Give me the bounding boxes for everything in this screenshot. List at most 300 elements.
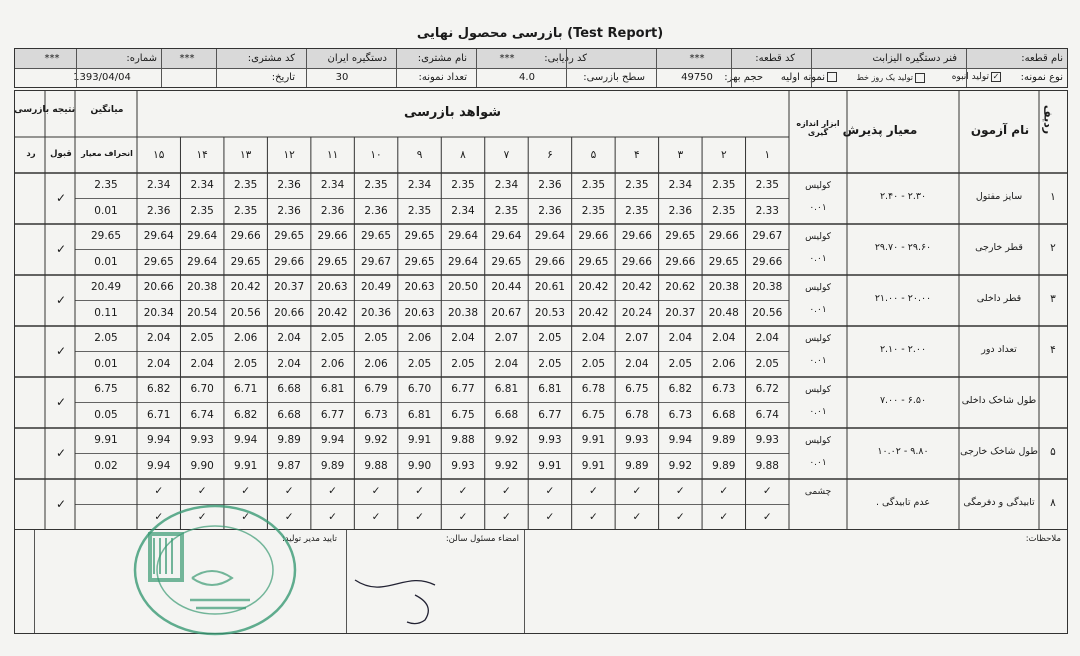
measurement-value: 20.42: [317, 306, 348, 319]
measurement-value: 20.66: [143, 281, 174, 293]
measurement-value: 29.66: [230, 230, 261, 242]
option-mass-production[interactable]: [923, 68, 1003, 87]
customer-code-value: ***: [179, 53, 195, 64]
check-mark: ✓: [545, 485, 555, 497]
measurement-value: 9.93: [625, 434, 649, 446]
measurement-value: 2.34: [147, 179, 171, 191]
measurement-value: 9.93: [755, 434, 779, 446]
check-mark: ✓: [719, 485, 729, 497]
measurement-value: 20.42: [578, 306, 609, 319]
measurement-value: 9.94: [668, 434, 693, 446]
measurement-value: 2.04: [668, 332, 693, 344]
divider: [476, 49, 477, 87]
std-dev-value: 0.05: [94, 408, 118, 421]
check-mark: ✓: [328, 510, 337, 523]
acceptance-criteria: ۶.۵۰ - ۷.۰۰: [879, 395, 927, 406]
measurement-value: 9.91: [233, 459, 258, 472]
check-mark: ✓: [197, 510, 207, 523]
measurement-value: 29.66: [534, 255, 565, 268]
average-value: 2.05: [94, 332, 118, 344]
measurement-value: 2.35: [233, 204, 258, 217]
col-accept: قبول: [50, 149, 72, 159]
header-row-1: [15, 49, 1067, 69]
row-number: ۸: [1050, 497, 1056, 509]
test-name: قطر خارجی: [975, 242, 1023, 253]
check-mark: ✓: [328, 485, 337, 497]
measurement-value: 6.77: [320, 408, 345, 421]
approval-label: تایید مدیر تولید:: [281, 534, 337, 544]
sample-number-heading: ۳: [677, 149, 684, 161]
tracking-code-value: ***: [499, 53, 515, 64]
measurement-value: 9.87: [277, 459, 301, 472]
measurement-value: 2.05: [755, 357, 779, 370]
measurement-value: 29.64: [143, 230, 174, 242]
measurement-value: 6.74: [190, 408, 214, 421]
measurement-value: 20.44: [491, 281, 522, 293]
measurement-value: 20.66: [274, 306, 305, 319]
measurement-value: 9.94: [147, 434, 171, 446]
check-mark: ✓: [371, 485, 381, 497]
measurement-value: 29.65: [708, 255, 739, 268]
measurement-value: 20.63: [317, 281, 348, 293]
measurement-value: 9.91: [581, 434, 606, 446]
measurement-value: 9.88: [451, 434, 475, 446]
measurement-value: 29.65: [404, 230, 435, 242]
part-code-label: کد قطعه:: [755, 53, 795, 64]
col-row-no: ردیف: [1041, 104, 1055, 135]
check-mark: ✓: [545, 510, 555, 523]
check-mark: ✓: [762, 510, 772, 523]
measurement-value: 20.62: [665, 281, 696, 293]
sample-number-heading: ۱: [764, 149, 771, 161]
measurement-value: 29.64: [187, 230, 218, 242]
lot-size-value: 49750: [681, 72, 713, 83]
measurement-value: 6.82: [147, 383, 171, 395]
measurement-value: 9.93: [451, 459, 475, 472]
measurement-value: 9.91: [407, 434, 432, 446]
std-dev-value: 0.01: [94, 204, 118, 217]
measurement-value: 2.04: [190, 357, 214, 370]
acceptance-criteria: ۲۰.۰۰ - ۲۱.۰۰: [874, 293, 932, 304]
report-header: [14, 48, 1068, 88]
measurement-value: 29.65: [404, 255, 435, 268]
measurement-value: 6.74: [755, 408, 779, 421]
measurement-value: 20.38: [447, 306, 479, 319]
measurement-value: 9.91: [581, 459, 606, 472]
measurement-value: 6.81: [320, 383, 345, 395]
measurement-value: 20.56: [752, 306, 783, 319]
measurement-value: 2.04: [277, 332, 301, 344]
divider: [966, 49, 967, 87]
measurement-value: 20.37: [274, 281, 305, 293]
col-test-name: نام آزمون: [970, 123, 1030, 137]
customer-name-value: دستگیره ایران: [327, 53, 387, 64]
test-name: طول شاخک داخلی: [961, 395, 1037, 406]
measurement-value: 9.94: [233, 434, 258, 446]
sample-number-heading: ۱۳: [240, 149, 252, 161]
check-mark: ✓: [458, 510, 468, 523]
measurement-value: 29.64: [491, 230, 522, 242]
divider: [656, 49, 657, 87]
sample-number-heading: ۴: [634, 149, 640, 161]
measurement-value: 29.65: [274, 230, 305, 242]
check-mark: ✓: [284, 485, 294, 497]
measurement-value: 20.67: [491, 306, 522, 319]
measurement-value: 2.05: [451, 357, 475, 370]
measurement-value: 29.64: [447, 255, 479, 268]
measurement-value: 20.37: [665, 306, 696, 319]
measurement-value: 9.91: [538, 459, 562, 472]
measurement-value: 9.92: [494, 434, 519, 446]
lot-size-label: حجم بهر:: [724, 72, 763, 83]
divider: [811, 49, 812, 87]
notes-label: ملاحظات:: [1025, 534, 1061, 544]
measurement-value: 29.66: [621, 230, 652, 242]
measurement-value: 29.65: [143, 255, 174, 268]
measurement-value: 6.68: [277, 383, 301, 395]
measurement-value: 2.04: [755, 332, 779, 344]
check-mark: ✓: [502, 485, 511, 497]
measurement-value: 29.66: [317, 230, 348, 242]
measurement-value: 9.89: [712, 459, 736, 472]
measurement-value: 2.05: [407, 357, 432, 370]
measurement-value: 2.35: [407, 204, 432, 217]
check-mark: ✓: [371, 510, 381, 523]
part-name-label: نام قطعه:: [1021, 53, 1063, 64]
measurement-value: 2.35: [581, 204, 606, 217]
measurement-value: 20.53: [534, 306, 565, 319]
measurement-value: 6.73: [364, 408, 388, 421]
measurement-value: 2.04: [451, 332, 475, 344]
measurement-value: 9.94: [147, 459, 171, 472]
signature-mark: [345, 550, 485, 630]
check-mark: ✓: [197, 485, 207, 497]
measurement-value: 2.05: [320, 332, 345, 344]
check-mark: ✓: [632, 485, 642, 497]
test-name: سایز مفتول: [975, 191, 1023, 202]
row-number: ۳: [1050, 293, 1056, 305]
measurement-value: 2.05: [538, 332, 562, 344]
divider: [566, 49, 567, 87]
checkbox-checked[interactable]: ✓: [992, 71, 1000, 81]
col-average: میانگین: [90, 105, 124, 115]
divider: [216, 49, 217, 87]
measurement-value: 2.34: [407, 179, 432, 191]
sample-number-heading: ۲: [720, 149, 727, 161]
measurement-value: 20.50: [447, 281, 479, 293]
measurement-value: 20.42: [621, 281, 652, 293]
measurement-value: 2.35: [625, 204, 649, 217]
accept-check-mark: ✓: [55, 497, 67, 511]
measurement-value: 2.05: [581, 357, 606, 370]
measurement-value: 9.89: [320, 459, 345, 472]
sample-number-heading: ۱۰: [370, 149, 382, 161]
measurement-value: 2.04: [494, 357, 519, 370]
measurement-value: 2.36: [277, 204, 301, 217]
check-mark: ✓: [675, 485, 685, 497]
measuring-tool: کولیس: [805, 436, 831, 446]
measurement-value: 2.34: [190, 179, 214, 191]
average-value: 29.65: [90, 230, 122, 242]
acceptance-criteria: ۹.۸۰ - ۱۰.۰۲: [877, 446, 929, 457]
measurement-value: 9.90: [190, 459, 214, 472]
inspection-table: [14, 90, 1068, 530]
col-acceptance: معیار پذیرش: [842, 123, 918, 137]
test-name: طول شاخک خارجی: [960, 446, 1038, 457]
tool-resolution: ۰.۰۱: [809, 458, 827, 468]
measurement-value: 6.73: [668, 408, 693, 421]
measurement-value: 6.68: [712, 408, 736, 421]
measurement-value: 20.54: [187, 306, 218, 319]
measurement-value: 9.88: [364, 459, 388, 472]
measurement-value: 2.04: [147, 332, 171, 344]
measurement-value: 2.06: [712, 357, 736, 370]
divider: [396, 49, 397, 87]
company-stamp-seal: [130, 500, 300, 640]
average-value: 2.35: [94, 179, 118, 191]
measurement-value: 2.35: [581, 179, 606, 191]
option-daily-production[interactable]: [855, 68, 927, 87]
inspection-level-label: سطح بازرسی:: [583, 72, 645, 83]
measurement-value: 2.36: [668, 204, 693, 217]
accept-check-mark: ✓: [55, 242, 67, 256]
measurement-value: 29.65: [665, 230, 696, 242]
row-number: ۲: [1050, 242, 1056, 254]
header-row-2: [15, 68, 1067, 87]
measurement-value: 2.04: [581, 332, 606, 344]
measurement-value: 2.06: [233, 332, 258, 344]
page-title: بازرسی محصول نهایی (Test Report): [416, 26, 664, 41]
measurement-value: 2.35: [364, 179, 388, 191]
measurement-value: 2.07: [494, 332, 519, 344]
accept-check-mark: ✓: [55, 293, 67, 307]
std-dev-value: 0.02: [94, 459, 118, 472]
measurement-value: 6.82: [668, 383, 693, 395]
sample-number-heading: ۱۲: [283, 149, 295, 161]
measurement-value: 29.64: [447, 230, 479, 242]
number-value: ***: [44, 53, 60, 64]
check-mark: ✓: [415, 510, 424, 523]
part-code-value: ***: [689, 53, 705, 64]
measurement-value: 6.73: [712, 383, 736, 395]
checkbox-unchecked[interactable]: [915, 73, 925, 83]
measurement-value: 6.72: [755, 383, 779, 395]
sample-number-heading: ۹: [416, 149, 423, 161]
measurement-value: 29.66: [665, 255, 696, 268]
measurement-value: 29.67: [752, 230, 783, 242]
measurement-value: 6.77: [451, 383, 475, 395]
check-mark: ✓: [632, 510, 642, 523]
measurement-value: 29.66: [621, 255, 652, 268]
check-mark: ✓: [502, 510, 511, 523]
measurement-value: 20.38: [752, 281, 783, 293]
std-dev-value: 0.11: [94, 306, 118, 319]
sample-number-heading: ۱۴: [196, 149, 208, 161]
sample-number-heading: ۷: [503, 149, 510, 161]
sample-number-heading: ۱۵: [153, 149, 165, 161]
measurement-value: 6.81: [538, 383, 562, 395]
check-mark: ✓: [675, 510, 685, 523]
measurement-value: 29.65: [361, 230, 392, 242]
measurement-value: 2.05: [364, 332, 388, 344]
measurement-value: 20.34: [143, 306, 174, 319]
measurement-value: 20.49: [361, 281, 392, 293]
measurement-value: 2.35: [712, 204, 736, 217]
measurement-value: 29.66: [274, 255, 305, 268]
date-label: تاریخ:: [271, 72, 295, 83]
divider: [161, 49, 162, 87]
accept-check-mark: ✓: [55, 191, 67, 205]
measurement-value: 6.81: [407, 408, 432, 421]
measurement-value: 2.34: [494, 179, 519, 191]
measurement-value: 2.05: [190, 332, 214, 344]
sample-number-heading: ۸: [460, 149, 466, 161]
measurement-value: 20.38: [708, 281, 739, 293]
tracking-code-label: کد ردیابی:: [544, 53, 587, 64]
sample-number-heading: ۱۱: [326, 149, 339, 161]
divider: [731, 49, 732, 87]
acceptance-criteria: ۲.۳۰ - ۲.۴۰: [879, 191, 927, 202]
sample-number-heading: ۶: [547, 149, 553, 161]
check-mark: ✓: [588, 510, 598, 523]
measuring-tool: کولیس: [805, 283, 831, 293]
acceptance-criteria: عدم تابیدگی .: [875, 497, 931, 508]
number-label: شماره:: [126, 53, 157, 64]
sample-number-heading: ۵: [590, 149, 597, 161]
tool-resolution: ۰.۰۱: [809, 203, 827, 213]
inspector-sign-label: امضاء مسئول سالن:: [445, 534, 519, 544]
measurement-value: 2.36: [320, 204, 345, 217]
check-mark: ✓: [415, 485, 424, 497]
part-name-value: فنر دستگیره الیزابت: [872, 53, 957, 64]
measurement-value: 2.36: [147, 204, 171, 217]
measurement-value: 2.04: [712, 332, 736, 344]
row-number: ۱: [1050, 191, 1056, 203]
std-dev-value: 0.01: [94, 357, 118, 370]
check-mark: ✓: [588, 485, 598, 497]
customer-code-label: کد مشتری:: [247, 53, 295, 64]
average-value: 9.91: [94, 434, 118, 446]
test-name: تابیدگی و دفرمگی: [963, 497, 1035, 508]
measurement-value: 2.05: [538, 357, 562, 370]
measurement-value: 2.04: [277, 357, 301, 370]
measurement-value: 2.36: [364, 204, 388, 217]
accept-check-mark: ✓: [55, 446, 67, 460]
tool-resolution: ۰.۰۱: [809, 356, 827, 366]
measurement-value: 20.48: [708, 306, 739, 319]
accept-check-mark: ✓: [55, 395, 67, 409]
date-value: 1393/04/04: [73, 72, 131, 83]
check-mark: ✓: [241, 510, 251, 523]
measurement-value: 6.75: [625, 383, 649, 395]
col-evidence: شواهد بازرسی: [403, 105, 502, 120]
measurement-value: 2.05: [668, 357, 693, 370]
acceptance-criteria: ۲.۰۰ - ۲.۱۰: [879, 344, 927, 355]
measuring-tool: کولیس: [805, 232, 831, 242]
option-daily-label: تولید یک روز خط: [856, 73, 913, 82]
measurement-value: 2.07: [625, 332, 649, 344]
inspection-level-value: 4.0: [519, 72, 535, 83]
tool-resolution: ۰.۰۱: [809, 305, 827, 315]
acceptance-criteria: ۲۹.۶۰ - ۲۹.۷۰: [874, 242, 932, 253]
option-initial-sample[interactable]: [769, 68, 839, 87]
measurement-value: 20.56: [230, 306, 261, 319]
measurement-value: 2.04: [625, 357, 649, 370]
measuring-tool: چشمی: [804, 487, 832, 497]
measurement-value: 20.38: [187, 281, 218, 293]
option-initial-label: نمونه اولیه: [780, 72, 825, 83]
average-value: 20.49: [90, 281, 122, 293]
measurement-value: 2.35: [712, 179, 736, 191]
measurement-value: 2.05: [233, 357, 258, 370]
measurement-value: 9.94: [320, 434, 345, 446]
measurement-value: 9.93: [538, 434, 562, 446]
tool-resolution: ۰.۰۱: [809, 254, 827, 264]
customer-name-label: نام مشتری:: [417, 53, 467, 64]
col-result: نتیجه بازرسی: [14, 105, 75, 115]
test-name: قطر داخلی: [976, 293, 1022, 304]
divider: [306, 49, 307, 87]
measurement-value: 2.36: [277, 179, 301, 191]
measuring-tool: کولیس: [805, 334, 831, 344]
measurement-value: 6.79: [364, 383, 388, 395]
check-mark: ✓: [719, 510, 729, 523]
measurement-value: 2.36: [538, 179, 562, 191]
measurement-value: 20.36: [361, 306, 392, 319]
test-name: تعداد دور: [981, 344, 1017, 355]
measurement-value: 9.92: [494, 459, 519, 472]
measurement-value: 6.75: [581, 408, 606, 421]
measurement-value: 9.92: [668, 459, 693, 472]
measuring-tool: کولیس: [805, 181, 831, 191]
sample-count-label: تعداد نمونه:: [418, 72, 467, 83]
measurement-value: 6.70: [190, 383, 214, 395]
measurement-value: 20.24: [621, 306, 652, 319]
measurement-value: 9.89: [277, 434, 301, 446]
measurement-value: 29.65: [317, 255, 348, 268]
measurement-value: 6.78: [625, 408, 649, 421]
measurement-value: 2.34: [320, 179, 345, 191]
measurement-value: 6.78: [581, 383, 606, 395]
col-reject: رد: [26, 149, 36, 159]
measurement-value: 20.42: [230, 281, 261, 293]
measurement-value: 2.06: [407, 332, 432, 344]
measuring-tool: کولیس: [805, 385, 831, 395]
divider: [34, 530, 35, 633]
measurement-value: 2.34: [668, 179, 693, 191]
measurement-value: 20.63: [404, 306, 435, 319]
measurement-value: 9.93: [190, 434, 214, 446]
check-mark: ✓: [762, 485, 772, 497]
measurement-value: 29.66: [708, 230, 739, 242]
sample-count-value: 30: [335, 72, 349, 83]
checkbox-unchecked[interactable]: [827, 72, 837, 82]
measurement-value: 2.36: [538, 204, 562, 217]
measurement-value: 29.64: [187, 255, 218, 268]
measurement-value: 29.65: [230, 255, 261, 268]
check-mark: ✓: [241, 485, 251, 497]
measurement-value: 29.65: [491, 255, 522, 268]
check-mark: ✓: [284, 510, 294, 523]
measurement-value: 2.35: [233, 179, 258, 191]
row-number: ۵: [1050, 446, 1056, 458]
average-value: 6.75: [94, 383, 118, 395]
divider: [76, 49, 77, 87]
measurement-value: 2.06: [320, 357, 345, 370]
tool-resolution: ۰.۰۱: [809, 407, 827, 417]
measurement-value: 9.88: [755, 459, 779, 472]
measurement-value: 29.65: [578, 255, 609, 268]
